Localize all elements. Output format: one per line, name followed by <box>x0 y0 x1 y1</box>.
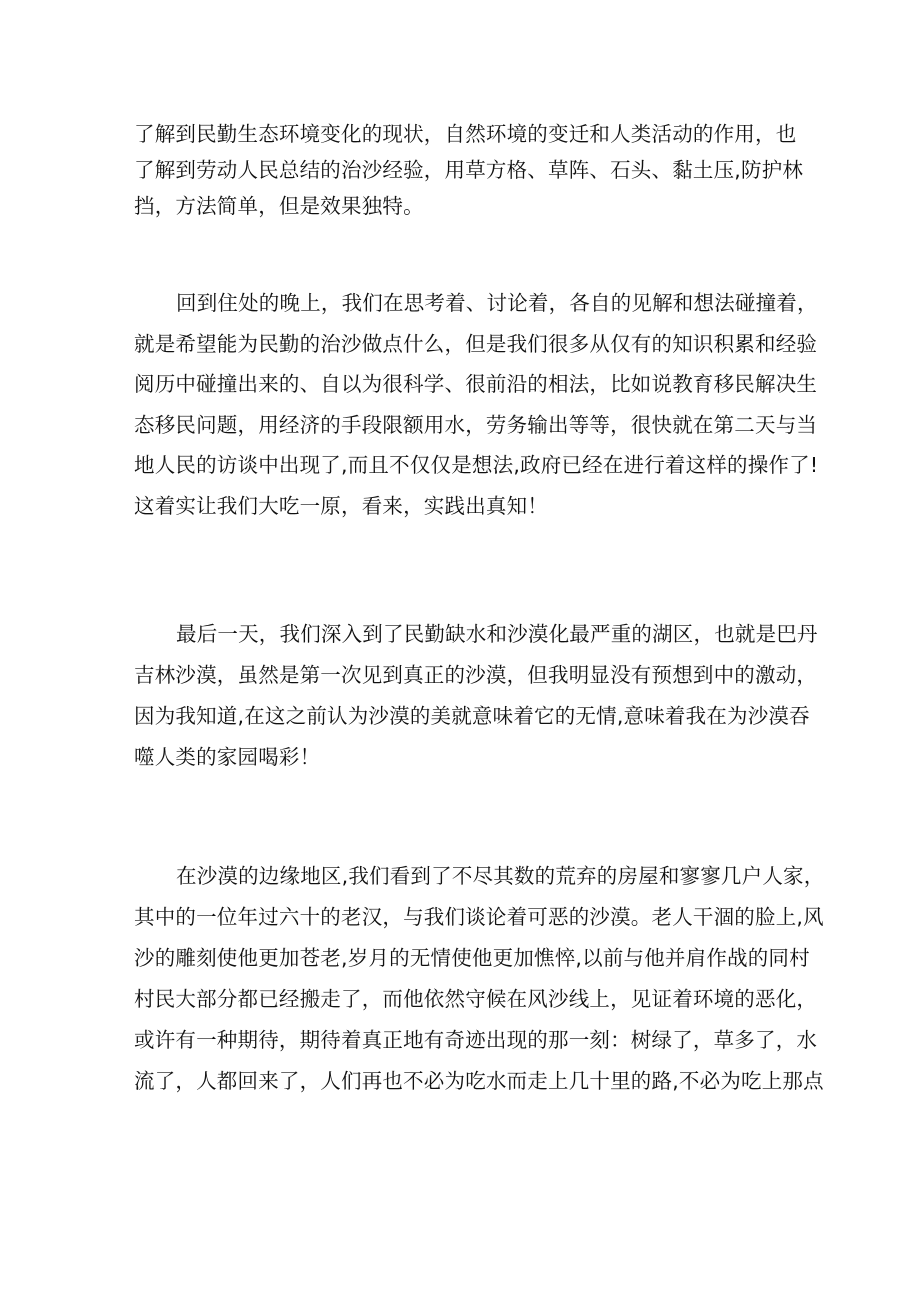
text-line: 态移民问题，用经济的手段限额用水，劳务输出等等，很快就在第二天与当 <box>134 412 818 437</box>
text-line: 或许有一种期待，期待着真正地有奇迹出现的那一刻：树绿了，草多了，水 <box>134 1028 818 1052</box>
text-line: 在沙漠的边缘地区,我们看到了不尽其数的荒弃的房屋和寥寥几户人家， <box>176 864 825 888</box>
text-line: 了解到劳动人民总结的治沙经验，用草方格、草阵、石头、黏土压,防护林 <box>134 158 804 182</box>
text-line: 回到住处的晚上，我们在思考着、讨论着，各自的见解和想法碰撞着， <box>176 291 818 315</box>
text-line: 了解到民勤生态环境变化的现状，自然环境的变迁和人类活动的作用，也 <box>134 122 797 146</box>
text-line: 噬人类的家园喝彩！ <box>134 745 321 769</box>
text-line: 就是希望能为民勤的治沙做点什么，但是我们很多从仅有的知识积累和经验 <box>134 331 818 356</box>
paragraph-2 <box>134 283 819 526</box>
paragraph-4 <box>134 856 825 1102</box>
text-line: 这着实让我们大吃一原，看来，实践出真知！ <box>134 493 548 518</box>
text-line: 吉林沙漠，虽然是第一次见到真正的沙漠，但我明显没有预想到中的激动， <box>134 663 818 687</box>
text-line: 因为我知道,在这之前认为沙漠的美就意味着它的无情,意味着我在为沙漠吞 <box>134 704 810 728</box>
text-line: 最后一天，我们深入到了民勤缺水和沙漠化最严重的湖区，也就是巴丹 <box>176 622 818 646</box>
text-line: 地人民的访谈中出现了,而且不仅仅是想法,政府已经在进行着这样的操作了! <box>134 453 819 477</box>
text-line: 阅历中碰撞出来的、自以为很科学、很前沿的相法，比如说教育移民解决生 <box>134 372 818 396</box>
paragraph-3 <box>134 614 818 778</box>
text-line: 沙的雕刻使他更加苍老,岁月的无情使他更加憔悴,以前与他并肩作战的同村 <box>134 946 810 970</box>
text-line: 其中的一位年过六十的老汉，与我们谈论着可恶的沙漠。老人干涸的脸上,风 <box>134 905 824 929</box>
text-line: 流了，人都回来了，人们再也不必为吃水而走上几十里的路,不必为吃上那点 <box>134 1069 824 1093</box>
paragraph-1 <box>134 116 814 224</box>
text-line: 村民大部分都已经搬走了，而他依然守候在风沙线上，见证着环境的恶化， <box>134 987 818 1011</box>
text-line: 挡，方法简单，但是效果独特。 <box>134 194 424 218</box>
